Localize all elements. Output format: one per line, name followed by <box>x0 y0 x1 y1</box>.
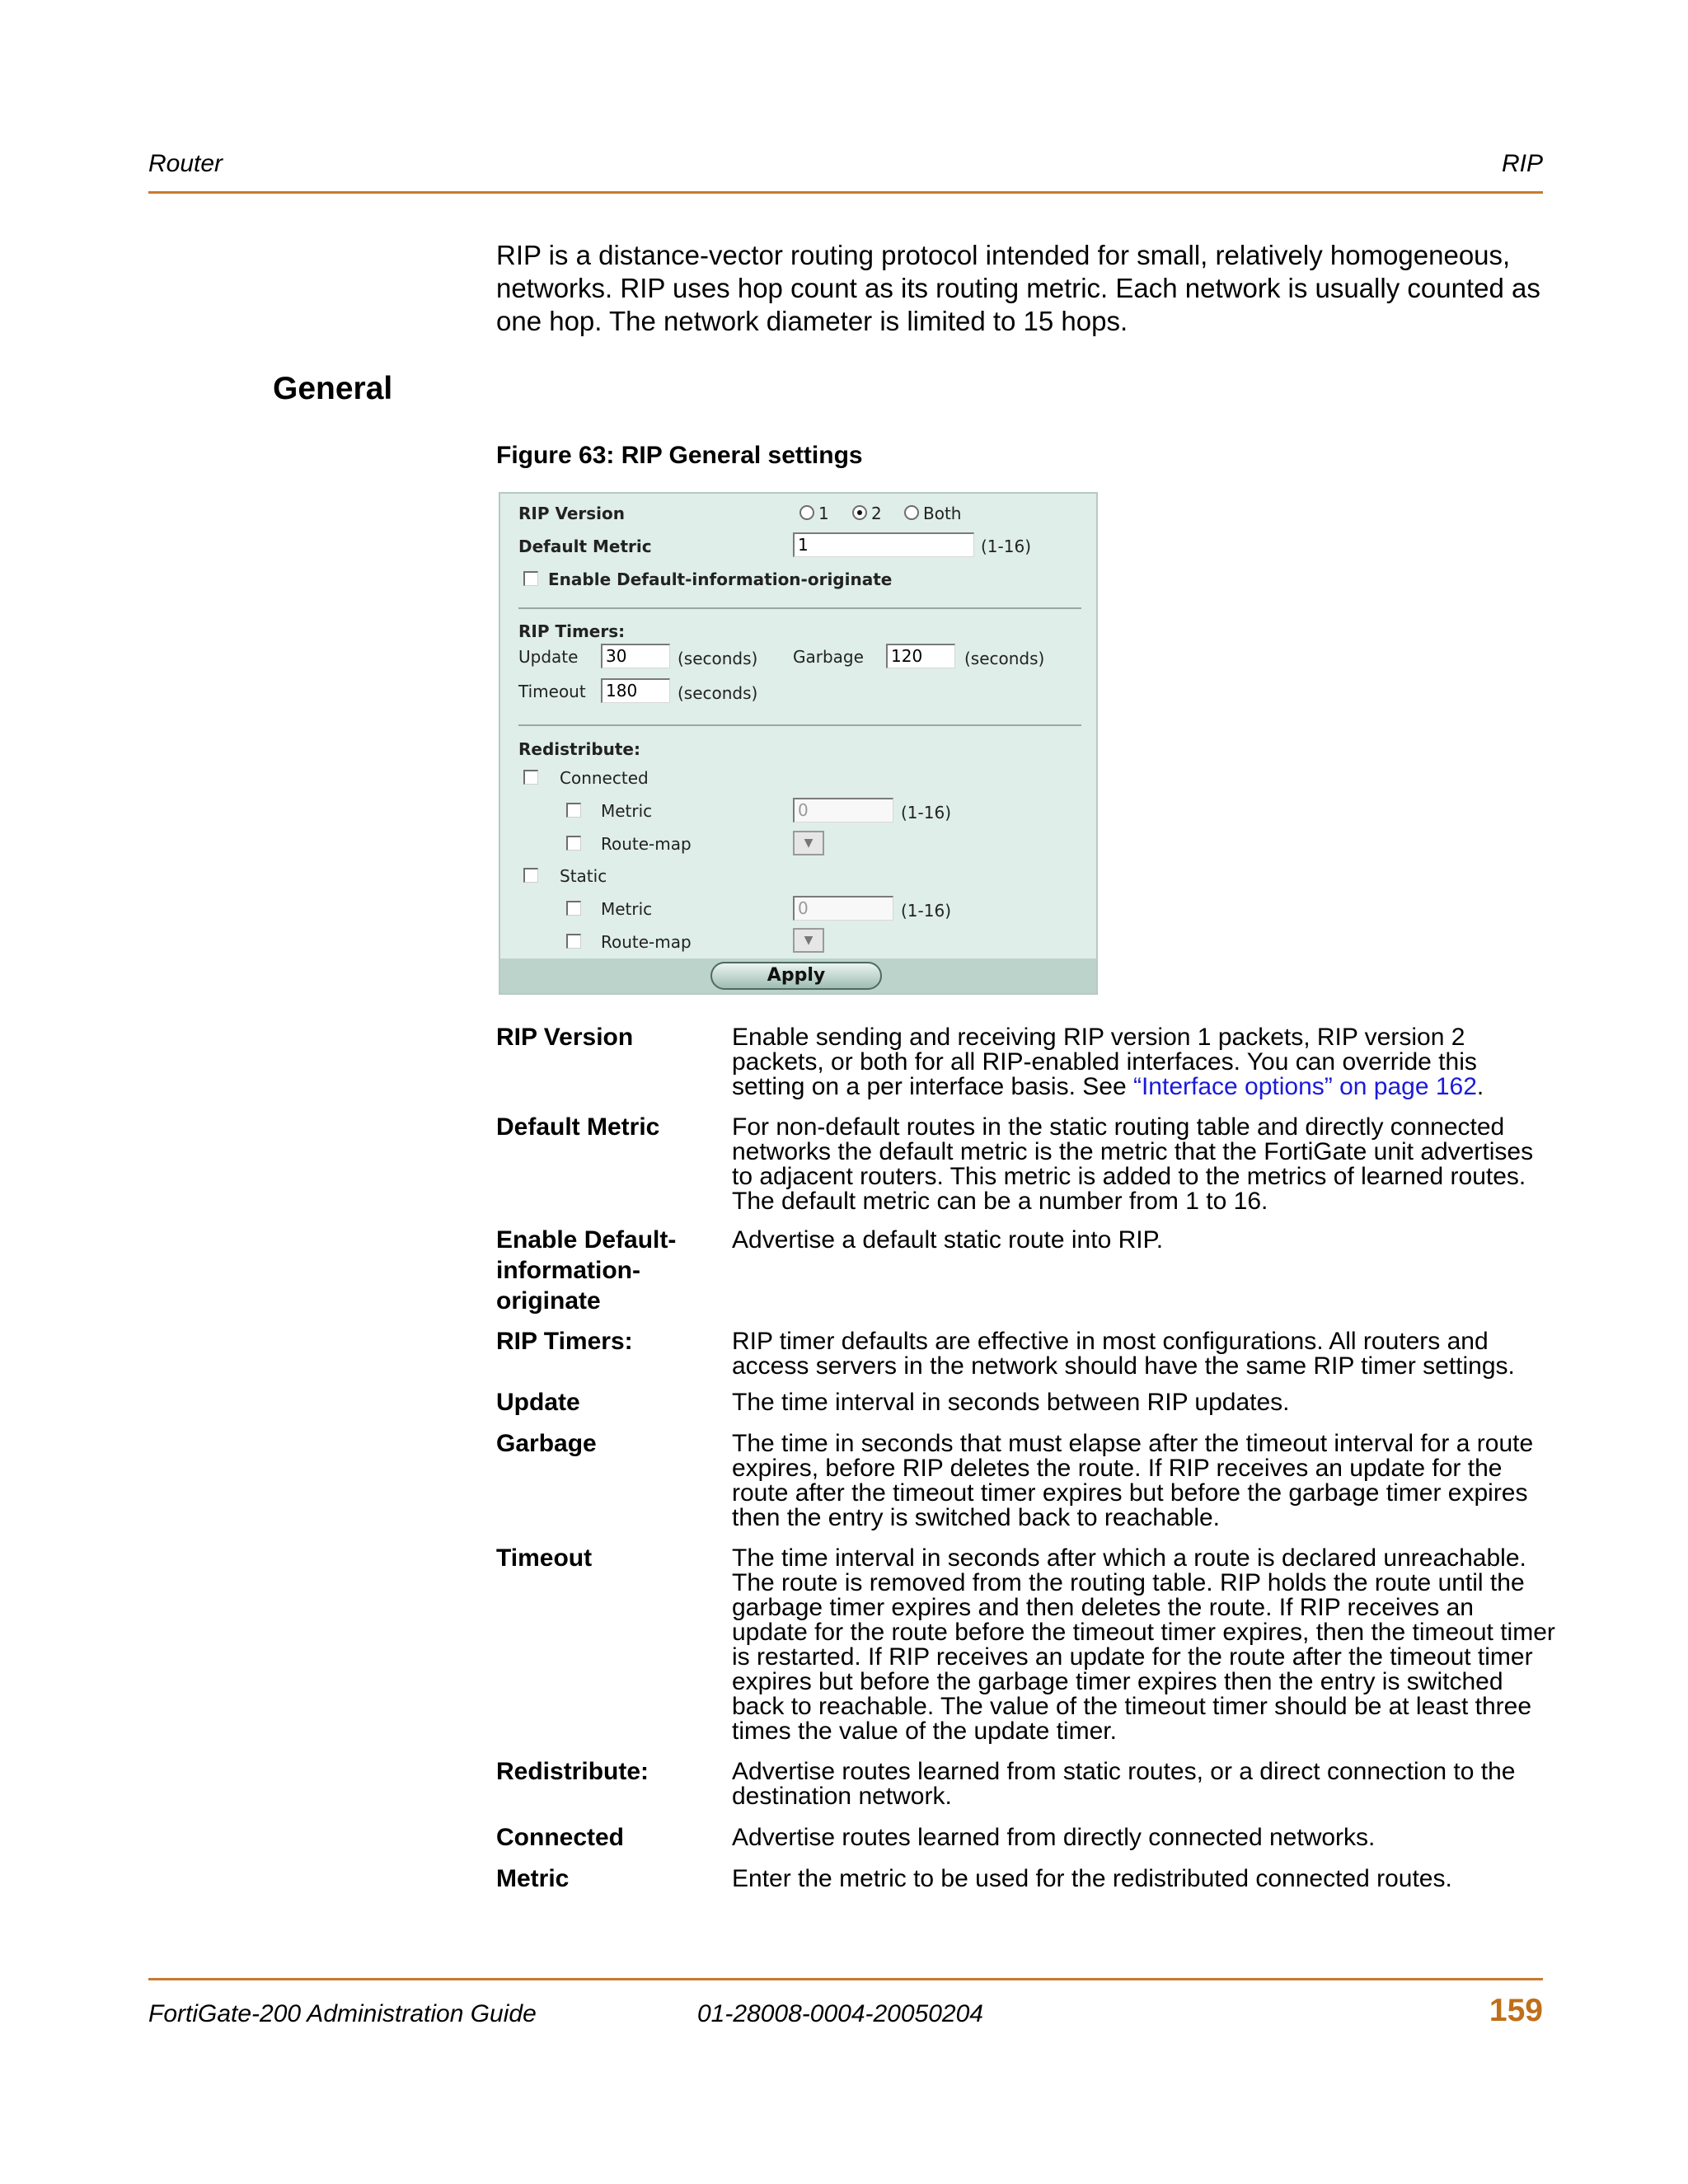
update-seconds-unit: (seconds) <box>678 649 758 668</box>
default-metric-input[interactable]: 1 <box>793 532 974 557</box>
interface-options-link[interactable]: “Interface options” on page 162 <box>1132 1073 1477 1100</box>
static-route-map-select[interactable] <box>793 928 824 953</box>
rip-version-1-radio[interactable] <box>799 505 814 520</box>
footer-guide-title: FortiGate-200 Administration Guide <box>148 2000 537 2027</box>
rip-version-2-radio[interactable] <box>852 505 867 520</box>
garbage-label: Garbage <box>793 647 864 667</box>
intro-paragraph: RIP is a distance-vector routing protocol intended for small, relatively homogeneous, networks. RIP uses hop count as its routing metric. Each network is usually counted as one hop. The network diameter is limited to 15 hops. <box>496 240 1540 336</box>
desc-enable-default-info: Advertise a default static route into RIP. <box>732 1226 1164 1254</box>
rip-version-label: RIP Version <box>518 504 626 523</box>
static-checkbox[interactable] <box>523 868 538 883</box>
desc-rip-timers: RIP timer defaults are effective in most configurations. All routers and access servers in the network should have the same RIP timer settings. <box>732 1328 1515 1380</box>
static-metric-range: (1-16) <box>901 901 951 921</box>
running-header-section: RIP <box>1501 150 1543 177</box>
connected-metric-checkbox[interactable] <box>566 803 581 818</box>
term-garbage: Garbage <box>496 1430 597 1457</box>
rip-version-both-radio[interactable] <box>904 505 919 520</box>
update-input[interactable]: 30 <box>601 644 670 668</box>
term-redistribute: Redistribute: <box>496 1758 649 1785</box>
term-connected: Connected <box>496 1824 625 1851</box>
rip-timers-heading: RIP Timers: <box>518 621 626 641</box>
connected-metric-label: Metric <box>601 801 653 821</box>
term-rip-version: RIP Version <box>496 1024 634 1051</box>
footer-rule <box>148 1978 1543 1980</box>
connected-metric-input[interactable]: 0 <box>793 798 893 823</box>
default-metric-label: Default Metric <box>518 537 652 556</box>
timeout-label: Timeout <box>518 682 586 701</box>
default-metric-range: (1-16) <box>981 537 1031 556</box>
static-metric-input[interactable]: 0 <box>793 896 893 921</box>
apply-button[interactable]: Apply <box>710 962 882 990</box>
garbage-input[interactable]: 120 <box>886 644 955 668</box>
rip-general-settings-panel <box>499 492 1098 995</box>
redistribute-heading: Redistribute: <box>518 739 640 759</box>
connected-label: Connected <box>560 768 649 788</box>
static-metric-checkbox[interactable] <box>566 901 581 916</box>
connected-route-map-checkbox[interactable] <box>566 836 581 851</box>
separator <box>518 607 1081 609</box>
running-header-chapter: Router <box>148 150 223 177</box>
desc-update: The time interval in seconds between RIP updates. <box>732 1389 1290 1416</box>
term-metric: Metric <box>496 1865 570 1892</box>
update-label: Update <box>518 647 579 667</box>
desc-text: Enable sending and receiving RIP version 1 packets, RIP version 2 packets, or both for all RIP-enabled interfaces. You can override this setting on a per interface basis. See <box>732 1024 1477 1100</box>
garbage-seconds-unit: (seconds) <box>964 649 1045 668</box>
enable-default-info-label: Enable Default-information-originate <box>548 569 893 589</box>
desc-default-metric: For non-default routes in the static routing table and directly connected networks the default metric is the metric that the FortiGate unit advertises to adjacent routers. This metric is added to the metrics of learned routes. The default metric can be a number from 1 to 16. <box>732 1113 1534 1215</box>
rip-version-both-label: Both <box>923 504 962 523</box>
term-update: Update <box>496 1389 580 1416</box>
timeout-seconds-unit: (seconds) <box>678 683 758 703</box>
desc-timeout: The time interval in seconds after which a route is declared unreachable. The route is removed from the routing table. RIP holds the route until the garbage timer expires and then deletes the route. If RIP receives an update for the route before the timeout timer expires, then the timeout timer is restarted. If RIP receives an update for the route after the timeout timer expires but before the garbage timer expires then the entry is switched back to reachable. The value of the timeout timer should be at least three times the value of the update timer. <box>732 1544 1555 1745</box>
static-route-map-checkbox[interactable] <box>566 934 581 949</box>
static-route-map-label: Route-map <box>601 932 692 952</box>
rip-version-1-label: 1 <box>818 504 829 523</box>
header-rule <box>148 191 1543 194</box>
connected-route-map-select[interactable] <box>793 831 824 855</box>
enable-default-info-checkbox[interactable] <box>523 571 538 586</box>
static-metric-label: Metric <box>601 899 653 919</box>
desc-connected: Advertise routes learned from directly connected networks. <box>732 1824 1376 1851</box>
term-enable-default-info: Enable Default-information-originate <box>496 1226 677 1315</box>
term-default-metric: Default Metric <box>496 1113 660 1141</box>
desc-garbage: The time in seconds that must elapse after the timeout interval for a route expires, before RIP deletes the route. If RIP receives an update for the route after the timeout timer expires but before the garbage timer expires then the entry is switched back to reachable. <box>732 1430 1534 1531</box>
section-title: General <box>273 371 393 406</box>
term-timeout: Timeout <box>496 1544 593 1572</box>
footer-doc-number: 01-28008-0004-20050204 <box>697 2000 983 2027</box>
chevron-down-icon: ▼ <box>804 837 814 850</box>
desc-redistribute: Advertise routes learned from static routes, or a direct connection to the destination network. <box>732 1758 1516 1810</box>
desc-metric: Enter the metric to be used for the redistributed connected routes. <box>732 1865 1452 1892</box>
desc-text-end: . <box>1476 1073 1484 1100</box>
rip-version-2-label: 2 <box>871 504 882 523</box>
connected-metric-range: (1-16) <box>901 803 951 823</box>
separator <box>518 724 1081 726</box>
term-rip-timers: RIP Timers: <box>496 1328 633 1355</box>
chevron-down-icon: ▼ <box>804 934 814 947</box>
timeout-input[interactable]: 180 <box>601 678 670 703</box>
connected-checkbox[interactable] <box>523 770 538 785</box>
figure-caption: Figure 63: RIP General settings <box>496 442 863 469</box>
connected-route-map-label: Route-map <box>601 834 692 854</box>
desc-rip-version <box>732 1025 1556 1099</box>
static-label: Static <box>560 866 607 886</box>
page-number: 159 <box>1489 1993 1543 2028</box>
